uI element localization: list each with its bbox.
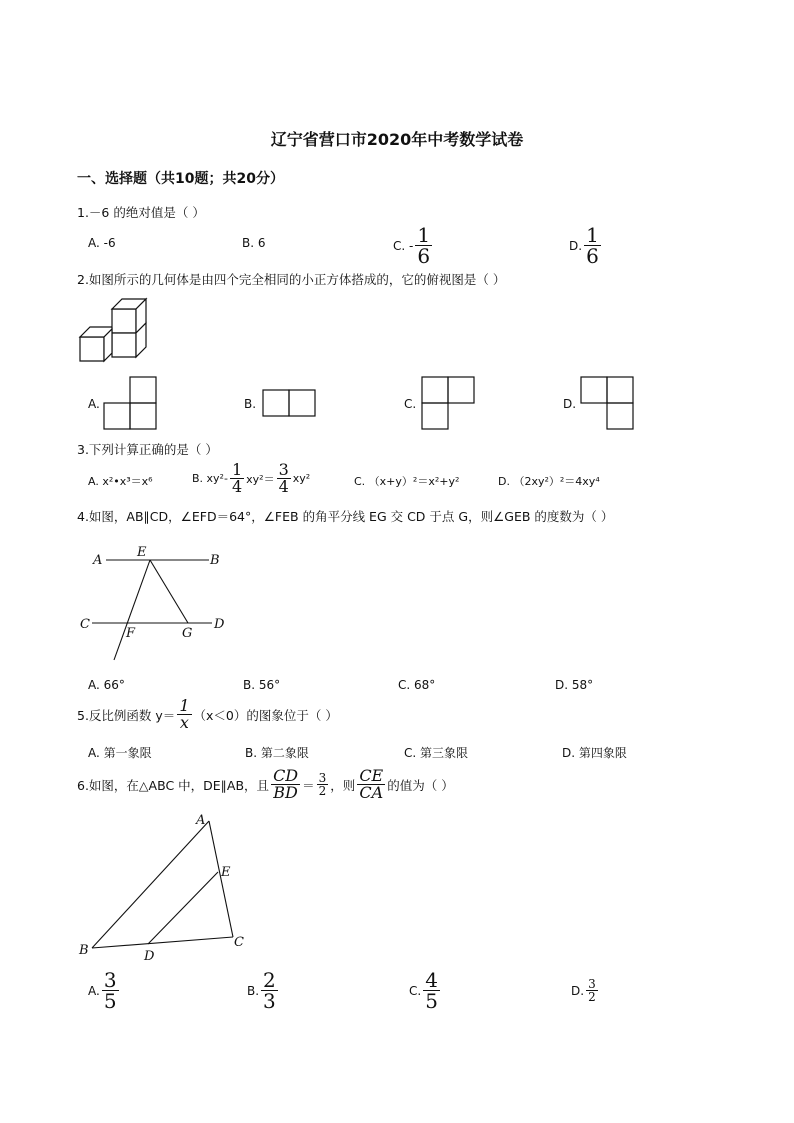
q3-b-suffix: xy² xyxy=(292,472,311,485)
q6-a-den: 5 xyxy=(103,989,117,1013)
q6-stem-suffix: 的值为（ ） xyxy=(387,777,454,793)
label-a: A xyxy=(196,813,206,828)
q6-c-prefix: C. xyxy=(409,983,422,998)
q6-stem xyxy=(77,768,454,801)
q6-fraction-3-2 xyxy=(317,772,329,797)
q2-option-a: A. xyxy=(88,397,100,411)
label-d: D xyxy=(214,617,225,632)
q6-b-fraction xyxy=(261,970,278,1011)
q3-b-den1: 4 xyxy=(231,477,243,496)
q3-b-prefix: B. xy²- xyxy=(192,472,228,485)
q1-option-c-prefix: C. - xyxy=(393,238,414,253)
q5-stem-prefix: 5.反比例函数 y＝ xyxy=(77,707,176,723)
label-b: B xyxy=(79,943,89,958)
q6-option-c xyxy=(409,970,442,1011)
q4-diagram xyxy=(76,540,236,665)
q6-b-prefix: B. xyxy=(247,983,260,998)
q6-d-den: 2 xyxy=(588,990,596,1004)
q6-stem-prefix: 6.如图，在△ABC 中，DE∥AB，且 xyxy=(77,777,270,793)
q6-f3-den: CA xyxy=(359,783,384,802)
q6-f3-num: CE xyxy=(359,766,384,785)
label-e: E xyxy=(137,545,147,560)
label-c: C xyxy=(234,935,244,950)
q1-option-d-prefix: D. xyxy=(569,238,583,253)
label-b: B xyxy=(210,553,220,568)
q6-c-num: 4 xyxy=(425,968,438,992)
label-f: F xyxy=(126,626,136,641)
q6-b-num: 2 xyxy=(263,968,276,992)
q2-option-d: D. xyxy=(563,397,577,411)
q5-num: 1 xyxy=(179,696,190,715)
q2-option-c: C. xyxy=(404,397,417,411)
q6-a-fraction xyxy=(102,970,119,1011)
q3-b-fraction-1 xyxy=(230,462,244,495)
q5-fraction xyxy=(177,698,191,731)
q5-stem-suffix: （x＜0）的图象位于（ ） xyxy=(193,707,338,723)
q5-option-c: C. 第三象限 xyxy=(404,746,469,760)
q5-stem xyxy=(77,698,338,731)
line-ef xyxy=(114,560,150,660)
label-g: G xyxy=(182,626,193,641)
section-heading: 一、选择题（共10题；共20分） xyxy=(77,171,284,187)
q3-b-fraction-2 xyxy=(277,462,291,495)
q1-c-num: 1 xyxy=(417,223,431,247)
q1-stem: 1.－6 的绝对值是（ ） xyxy=(77,205,205,220)
q6-fraction-ce-ca xyxy=(357,768,385,801)
q1-d-den: 6 xyxy=(586,244,599,268)
q2-option-b-figure xyxy=(262,389,318,419)
q3-b-num1: 1 xyxy=(231,460,243,479)
q5-option-d: D. 第四象限 xyxy=(562,746,627,760)
q6-eq: ＝ xyxy=(302,777,315,793)
q3-option-c: C. （x+y）²＝x²+y² xyxy=(354,475,460,488)
label-d: D xyxy=(144,949,155,964)
q6-c-den: 5 xyxy=(425,989,438,1013)
q4-stem: 4.如图，AB∥CD，∠EFD＝64°，∠FEB 的角平分线 EG 交 CD 于点 G，则∠GEB 的度数为（ ） xyxy=(77,509,614,524)
q6-d-fraction xyxy=(586,978,598,1003)
q1-d-num: 1 xyxy=(586,223,599,247)
q3-b-den2: 4 xyxy=(278,477,289,496)
q6-d-num: 3 xyxy=(588,977,596,991)
q6-fraction-cd-bd xyxy=(271,768,300,801)
q5-den: x xyxy=(179,713,189,732)
q1-option-d xyxy=(569,225,603,266)
q6-b-den: 3 xyxy=(263,989,276,1013)
label-a: A xyxy=(93,553,103,568)
q6-mid: ，则 xyxy=(330,777,356,793)
q4-option-a: A. 66° xyxy=(88,678,125,692)
side-bc xyxy=(92,937,233,948)
q1-option-b: B. 6 xyxy=(242,236,266,250)
q6-c-fraction xyxy=(423,970,440,1011)
q4-option-c: C. 68° xyxy=(398,678,436,692)
q4-option-b: B. 56° xyxy=(243,678,281,692)
q5-option-a: A. 第一象限 xyxy=(88,746,152,760)
q6-f1-num: CD xyxy=(273,766,299,785)
q3-option-a: A. x²•x³＝x⁶ xyxy=(88,475,153,488)
q2-stem: 2.如图所示的几何体是由四个完全相同的小正方体搭成的，它的俯视图是（ ） xyxy=(77,272,506,287)
q2-solid-figure xyxy=(76,295,152,367)
page-title: 辽宁省营口市2020年中考数学试卷 xyxy=(270,130,524,149)
q1-option-c-fraction xyxy=(415,225,432,266)
q6-f2-num: 3 xyxy=(318,771,327,785)
q2-option-a-figure xyxy=(103,376,159,432)
label-e: E xyxy=(221,865,231,880)
q2-option-d-figure xyxy=(580,376,636,432)
q5-option-b: B. 第二象限 xyxy=(245,746,309,760)
q3-option-b xyxy=(192,462,310,495)
q2-option-c-figure xyxy=(421,376,477,432)
q1-option-d-fraction xyxy=(584,225,601,266)
q6-d-prefix: D. xyxy=(571,983,585,998)
q2-option-b: B. xyxy=(244,397,257,411)
q4-option-d: D. 58° xyxy=(555,678,594,692)
q1-option-c xyxy=(393,225,434,266)
line-eg xyxy=(150,560,188,623)
side-ab xyxy=(92,821,209,948)
q6-f2-den: 2 xyxy=(318,784,327,798)
q1-option-a: A. -6 xyxy=(88,236,116,250)
segment-de xyxy=(148,872,218,944)
q6-a-prefix: A. xyxy=(88,983,100,998)
q3-stem: 3.下列计算正确的是（ ） xyxy=(77,442,218,457)
q6-option-a xyxy=(88,970,121,1011)
q6-f1-den: BD xyxy=(273,783,298,802)
q6-option-b xyxy=(247,970,280,1011)
q3-b-num2: 3 xyxy=(278,460,289,479)
q3-option-d: D. （2xy²）²＝4xy⁴ xyxy=(498,475,600,488)
q1-c-den: 6 xyxy=(417,244,431,268)
q6-diagram xyxy=(76,810,251,965)
label-c: C xyxy=(80,617,90,632)
q6-a-num: 3 xyxy=(103,968,117,992)
q6-option-d xyxy=(571,978,600,1003)
q3-b-mid: xy²＝ xyxy=(246,472,275,486)
